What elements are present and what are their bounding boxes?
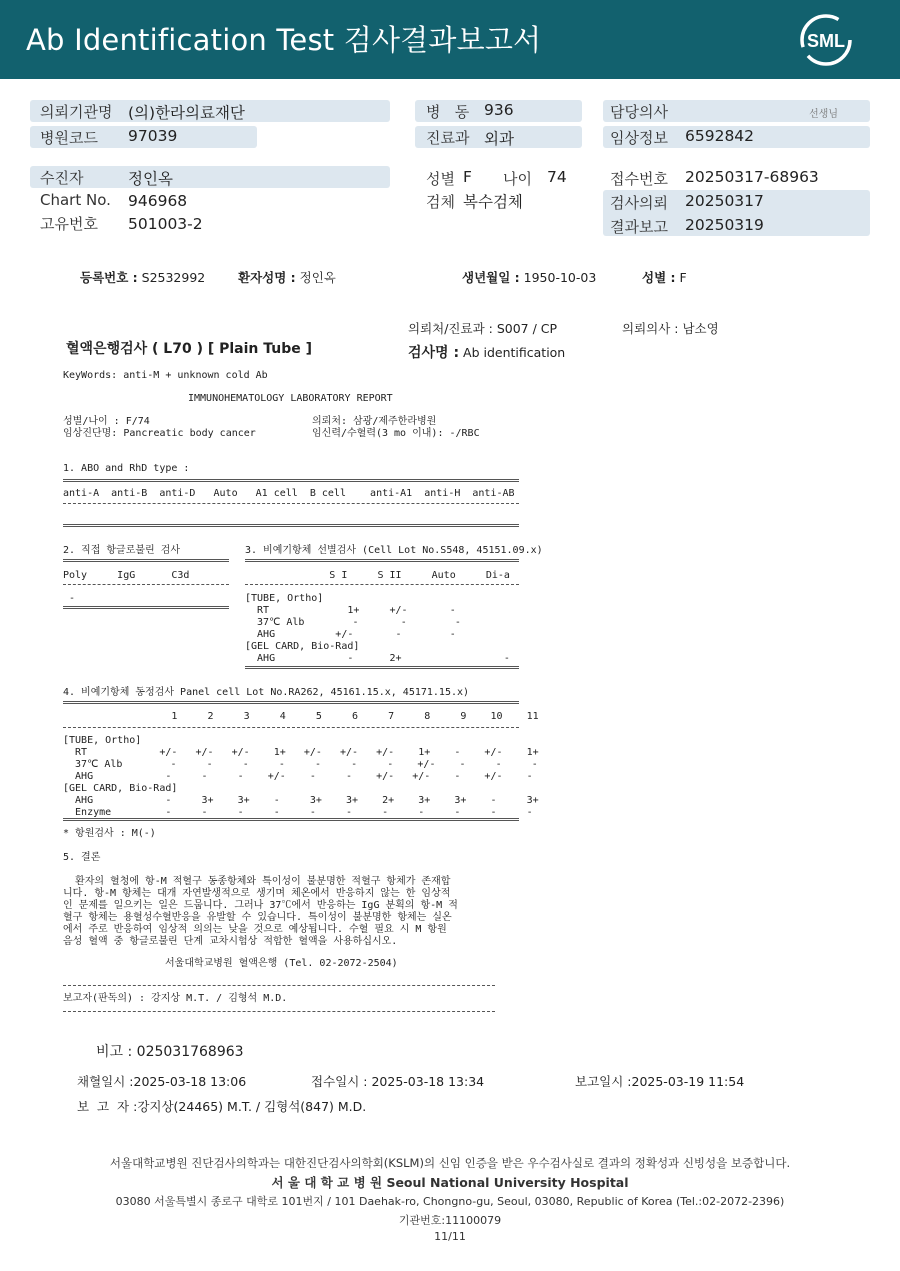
sml-logo	[798, 12, 854, 68]
screen-row: AHG +/- - -	[245, 629, 456, 640]
screen-results	[245, 593, 510, 665]
age-label: 나이	[503, 170, 532, 188]
reg-no-value: S2532992	[141, 270, 206, 285]
scan-sex-label: 성별 :	[642, 270, 676, 285]
institution-label: 의뢰기관명	[40, 103, 113, 121]
screen-header: S I S II Auto Di-a	[245, 570, 510, 581]
sex-value: F	[463, 168, 472, 186]
divider	[245, 584, 519, 585]
hospital-code-label: 병원코드	[40, 129, 98, 147]
specimen-value: 복수검체	[463, 193, 523, 211]
dept-label: 의뢰처/진료과 :	[408, 321, 493, 336]
divider	[63, 985, 495, 986]
divider	[63, 584, 229, 585]
physician-label: 의뢰의사 :	[622, 321, 679, 336]
divider	[63, 524, 519, 527]
receipt-no-value: 20250317-68963	[685, 168, 819, 186]
remark-value: 025031768963	[136, 1044, 244, 1060]
screen-row: 37℃ Alb - - -	[245, 617, 461, 628]
panel-row: AHG - 3+ 3+ - 3+ 3+ 2+ 3+ 3+ - 3+	[63, 795, 539, 806]
divider	[63, 701, 519, 704]
department-value: 외과	[484, 130, 514, 148]
reg-no-label: 등록번호 :	[80, 270, 138, 285]
chart-no-label: Chart No.	[40, 191, 111, 209]
receipt-no-label: 접수번호	[610, 170, 668, 188]
section-1-title: 1. ABO and RhD type :	[63, 463, 190, 474]
panel-row: 37℃ Alb - - - - - - - +/- - - -	[63, 759, 538, 770]
divider	[245, 559, 519, 562]
screen-row: [TUBE, Ortho]	[245, 593, 324, 604]
dat-values: -	[63, 593, 76, 604]
received-label: 접수일시 :	[311, 1074, 368, 1089]
conclusion-line: 인 문제를 일으키는 일은 드뭅니다. 그러나 37℃에서 반응하는 IgG 분획의 항-M 적	[63, 900, 458, 911]
divider	[63, 727, 519, 728]
pregnancy-transfusion: 임신력/수혈력(3 mo 이내): -/RBC	[312, 428, 480, 439]
screen-row: RT 1+ +/- -	[245, 605, 456, 616]
received-value: 2025-03-18 13:34	[371, 1074, 485, 1089]
reporter-label: 보 고 자 :	[77, 1099, 138, 1114]
request-date-label: 검사의뢰	[610, 194, 668, 212]
divider	[63, 503, 519, 504]
collected-value: 2025-03-18 13:06	[133, 1074, 247, 1089]
section-3-title: 3. 비예기항체 선별검사 (Cell Lot No.S548, 45151.09.x)	[245, 545, 543, 556]
logo-text: SML	[807, 31, 845, 51]
ward-label: 병 동	[426, 103, 470, 121]
clinical-info-label: 임상정보	[610, 129, 668, 147]
conclusion-line: 음성 혈액 중 항글로불린 단계 교차시험상 적합한 혈액을 사용하십시오.	[63, 936, 398, 947]
doctor-value: 선생님	[809, 109, 838, 120]
doctor-label: 담당의사	[610, 103, 668, 121]
scan-sex-value: F	[679, 270, 687, 285]
test-title: 혈액은행검사 ( L70 ) [ Plain Tube ]	[66, 341, 313, 357]
conclusion-text	[63, 876, 458, 948]
panel-row: [GEL CARD, Bio-Rad]	[63, 783, 178, 794]
panel-row: Enzyme - - - - - - - - - - -	[63, 807, 533, 818]
dat-header: Poly IgG C3d	[63, 570, 190, 581]
sex-age: 성별/나이 : F/74	[63, 416, 150, 427]
divider	[63, 479, 519, 482]
panel-results	[63, 735, 539, 819]
panel-header: 1 2 3 4 5 6 7 8 9 10 11	[63, 711, 539, 722]
blood-bank-line: 서울대학교병원 혈액은행 (Tel. 02-2072-2504)	[165, 958, 398, 969]
request-date-value: 20250317	[685, 192, 764, 210]
reporter-line: 보고자(판독의) : 강지상 M.T. / 김형석 M.D.	[63, 993, 288, 1004]
remark-label: 비고 :	[96, 1044, 133, 1060]
report-header	[0, 0, 900, 79]
certification-text: 서울대학교병원 진단검사의학과는 대한진단검사의학회(KSLM)의 신임 인증을 받은 우수검사실로 결과의 정확성과 신빙성을 보증합니다.	[109, 1156, 791, 1170]
divider	[63, 818, 519, 821]
panel-row: AHG - - - +/- - - +/- +/- - +/- -	[63, 771, 533, 782]
reported-label: 보고일시 :	[575, 1074, 632, 1089]
sex-label: 성별	[426, 170, 455, 188]
screen-row: [GEL CARD, Bio-Rad]	[245, 641, 360, 652]
hospital-name: 서 울 대 학 교 병 원 Seoul National University Hospital	[271, 1175, 629, 1190]
dept-value: S007 / CP	[496, 321, 558, 336]
hospital-code-value: 97039	[128, 127, 178, 145]
pill-patient	[30, 166, 390, 188]
result-date-value: 20250319	[685, 216, 764, 234]
requested-by: 의뢰처: 삼광/제주한라병원	[312, 416, 437, 427]
conclusion-line: 혈구 항체는 용혈성수혈반응을 유발할 수 있습니다. 특이성이 불분명한 항체는 실온	[63, 912, 452, 923]
patient-value: 정인옥	[128, 170, 173, 188]
abo-header: anti-A anti-B anti-D Auto A1 cell B cell anti-A1 anti-H anti-AB	[63, 488, 515, 499]
ward-value: 936	[484, 101, 514, 119]
conclusion-line: 니다. 항-M 항체는 대개 자연발생적으로 생기며 체온에서 반응하지 않는 한 임상적	[63, 888, 451, 899]
dob-label: 생년월일 :	[462, 270, 520, 285]
patient-name-label: 환자성명 :	[238, 270, 296, 285]
screen-row: AHG - 2+ -	[245, 653, 510, 664]
patient-label: 수진자	[40, 169, 84, 187]
divider	[63, 606, 229, 609]
age-value: 74	[547, 168, 567, 186]
physician-value: 남소영	[682, 321, 719, 336]
chart-no-value: 946968	[128, 192, 188, 210]
conclusion-line: 환자의 혈청에 항-M 적혈구 동종항체와 특이성이 불분명한 적혈구 항체가 존재합	[63, 876, 451, 887]
section-5-title: 5. 결론	[63, 852, 101, 863]
test-name-value: Ab identification	[463, 345, 566, 360]
keywords: KeyWords: anti-M + unknown cold Ab	[63, 370, 268, 381]
report-title: Ab Identification Test 검사결과보고서	[26, 23, 542, 57]
clinical-info-value: 6592842	[685, 127, 755, 145]
divider	[245, 666, 519, 669]
department-label: 진료과	[426, 129, 470, 147]
specimen-label: 검체	[426, 193, 455, 211]
unique-no-value: 501003-2	[128, 215, 203, 233]
antigen-test: * 항원검사 : M(-)	[63, 828, 156, 839]
conclusion-line: 에서 주로 반응하여 임상적 의의는 낮을 것으로 예상됩니다. 수혈 필요 시 M 항원	[63, 924, 447, 935]
reported-value: 2025-03-19 11:54	[631, 1074, 745, 1089]
collected-label: 채혈일시 :	[77, 1074, 134, 1089]
section-2-title: 2. 직접 항글로불린 검사	[63, 545, 181, 556]
clinical-diagnosis: 임상진단명: Pancreatic body cancer	[63, 428, 256, 439]
institution-value: (의)한라의료재단	[128, 104, 245, 122]
page-number: 11/11	[434, 1230, 466, 1243]
unique-no-label: 고유번호	[40, 215, 98, 233]
panel-row: [TUBE, Ortho]	[63, 735, 142, 746]
result-date-label: 결과보고	[610, 218, 668, 236]
test-name-label: 검사명 :	[408, 345, 460, 361]
divider	[63, 1011, 495, 1012]
panel-row: RT +/- +/- +/- 1+ +/- +/- +/- 1+ - +/- 1+	[63, 747, 539, 758]
lab-report-title: IMMUNOHEMATOLOGY LABORATORY REPORT	[188, 393, 393, 404]
hospital-address: 03080 서울특별시 종로구 대학로 101번지 / 101 Daehak-ro, Chongno-gu, Seoul, 03080, Republic of Korea (Tel.:02-2072-2396)	[115, 1195, 785, 1208]
institution-number: 기관번호:11100079	[398, 1214, 502, 1227]
divider	[63, 559, 229, 562]
dob-value: 1950-10-03	[523, 270, 597, 285]
patient-name-value: 정인옥	[299, 270, 336, 285]
section-4-title: 4. 비예기항체 동정검사 Panel cell Lot No.RA262, 45161.15.x, 45171.15.x)	[63, 687, 470, 698]
reporter-value: 강지상(24465) M.T. / 김형석(847) M.D.	[137, 1099, 367, 1114]
